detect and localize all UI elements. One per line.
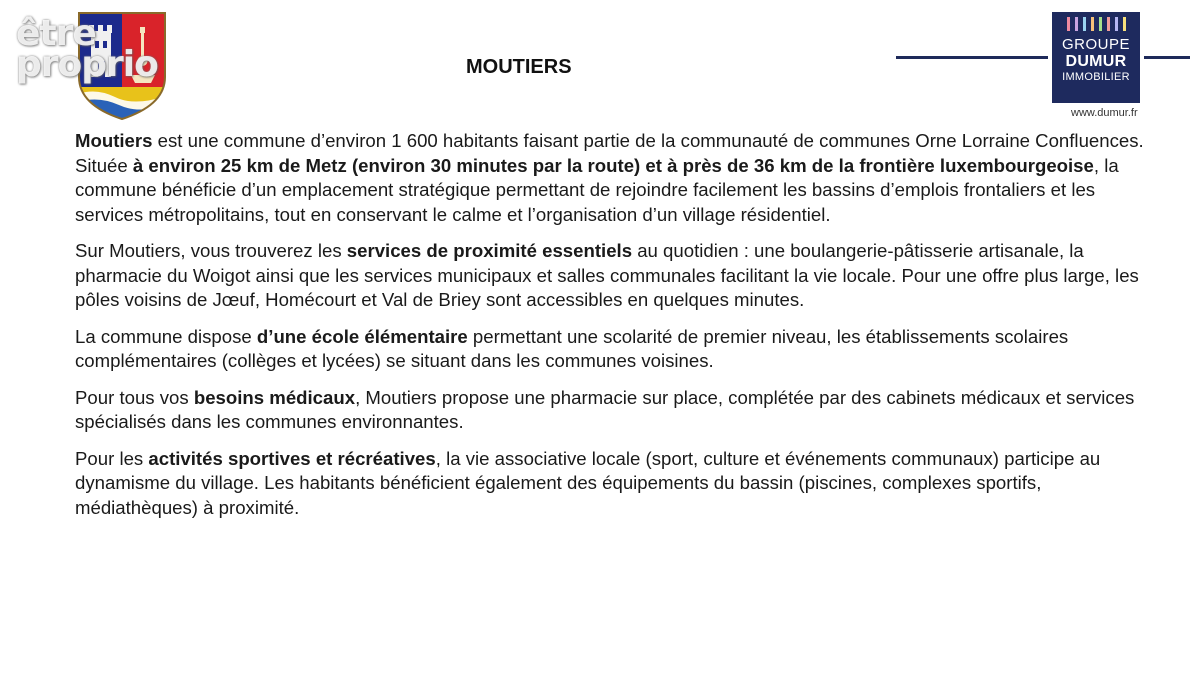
paragraph bbox=[75, 386, 1160, 435]
logo-color-bars bbox=[1052, 17, 1140, 31]
logo-line-immobilier: IMMOBILIER bbox=[1062, 71, 1130, 83]
logo-bar bbox=[1115, 17, 1118, 31]
text-run-bold: Moutiers bbox=[75, 130, 153, 151]
paragraph bbox=[75, 447, 1160, 521]
watermark-line-1: être bbox=[16, 13, 96, 54]
watermark bbox=[16, 13, 158, 85]
groupe-dumur-logo bbox=[1052, 12, 1140, 103]
text-run: , la vie associative locale (sport, culture et événements communaux) participe au dynamisme du village. Les habitants bénéficient également des équipements du bassin (piscines, complexes sportifs, médiathèques) à proximité. bbox=[75, 447, 1101, 518]
body-text bbox=[75, 129, 1160, 532]
text-run-bold: activités sportives et récréatives bbox=[148, 447, 436, 469]
text-run: Pour tous vos bbox=[75, 386, 194, 408]
watermark-line-2: proprio bbox=[16, 44, 158, 85]
logo-bar bbox=[1107, 17, 1110, 31]
text-run: au quotidien : une boulangerie-pâtisserie artisanale, la pharmacie du Woigot ainsi que les services municipaux et salles communales facilitant la vie locale. Pour une offre plus large, les pôles voisins de Jœuf, Homécourt et Val de Briey sont accessibles en quelques minutes. bbox=[75, 240, 1139, 310]
logo-line-groupe: GROUPE bbox=[1061, 36, 1130, 53]
text-run-bold: besoins médicaux bbox=[193, 386, 356, 408]
text-run: est une commune d’environ 1 600 habitants faisant partie de la communauté de communes Orne Lorraine Confluences. Située bbox=[75, 130, 1144, 176]
header-rule-left bbox=[896, 56, 1048, 59]
logo-bar bbox=[1099, 17, 1102, 31]
text-run: , Moutiers propose une pharmacie sur place, complétée par des cabinets médicaux et services spécialisés dans les communes environnantes. bbox=[75, 386, 1135, 432]
paragraph bbox=[75, 129, 1160, 227]
paragraph bbox=[75, 325, 1160, 374]
text-run: La commune dispose bbox=[75, 325, 257, 347]
text-run: permettant une scolarité de premier niveau, les établissements scolaires complémentaires (collèges et lycées) se situant dans les communes voisines. bbox=[75, 325, 1069, 371]
text-run: Sur Moutiers, vous trouverez les bbox=[75, 240, 347, 261]
page-title: MOUTIERS bbox=[466, 56, 572, 78]
text-run-bold: à environ 25 km de Metz (environ 30 minutes par la route) et à près de 36 km de la frontière luxembourgeoise bbox=[132, 154, 1094, 176]
text-run-bold: d’une école élémentaire bbox=[256, 325, 468, 347]
logo-bar bbox=[1067, 17, 1070, 31]
paragraph bbox=[75, 239, 1160, 313]
text-run: Pour les bbox=[75, 447, 149, 469]
logo-bar bbox=[1123, 17, 1126, 31]
logo-bar bbox=[1091, 17, 1094, 31]
website-url: www.dumur.fr bbox=[1071, 107, 1138, 119]
text-run-bold: services de proximité essentiels bbox=[346, 240, 633, 261]
logo-bar bbox=[1083, 17, 1086, 31]
header-rule-right bbox=[1144, 56, 1190, 59]
logo-line-dumur: DUMUR bbox=[1065, 53, 1127, 70]
text-run: , la commune bénéficie d’un emplacement stratégique permettant de rejoindre facilement les bassins d’emplois frontaliers et les services métropolitains, tout en conservant le calme et l’organisation d’un village résidentiel. bbox=[75, 154, 1119, 225]
logo-bar bbox=[1075, 17, 1078, 31]
